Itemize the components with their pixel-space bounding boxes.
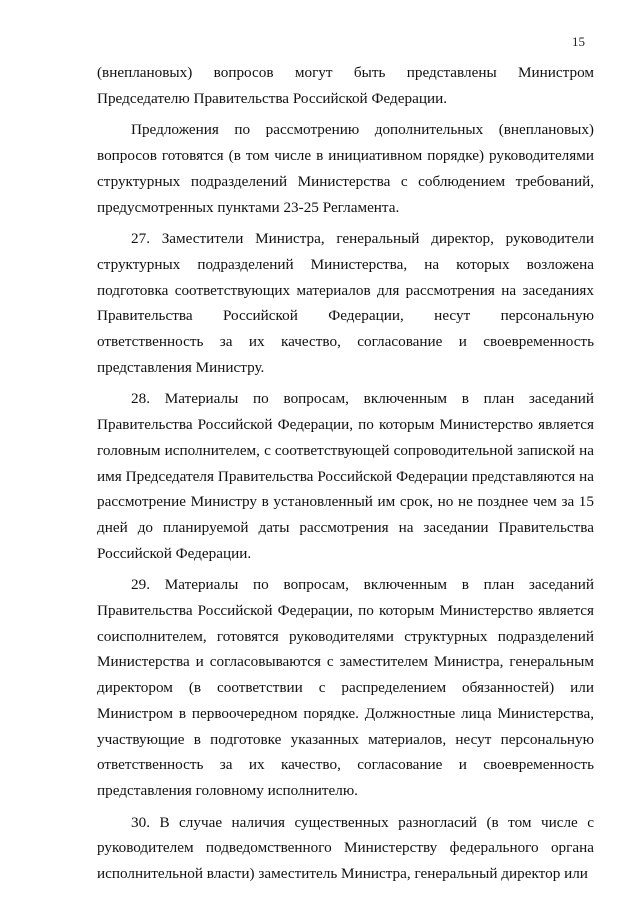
paragraph-item-29: 29. Материалы по вопросам, включенным в план заседаний Правительства Российской Федерации, по которым Министерство является соисполнителем, готовятся руководителями структурных подразделений Министерства и согласовываются с заместителем Министра, генеральным директором (в соответствии с распределением обязанностей) или Министром в первоочередном порядке. Должностные лица Министерства, участвующие в подготовке указанных материалов, несут персональную ответственность за их качество, согласование и своевременность представления головному исполнителю. <box>97 576 594 799</box>
paragraph-continuation: (внеплановых) вопросов могут быть представлены Министром Председателю Правительства Российской Федерации. <box>97 64 594 107</box>
paragraph-item-30: 30. В случае наличия существенных разногласий (в том числе с руководителем подведомственного Министерству федерального органа исполнительной власти) заместитель Министра, генеральный директор или <box>97 813 594 883</box>
page-number: 15 <box>572 34 585 49</box>
paragraph-item-28: 28. Материалы по вопросам, включенным в план заседаний Правительства Российской Федерации, по которым Министерство является головным исполнителем, с соответствующей сопроводительной запиской на имя Председателя Правительства Российской Федерации представляются на рассмотрение Министру в установленный им срок, но не позднее чем за 15 дней до планируемой даты рассмотрения на заседании Правительства Российской Федерации. <box>97 390 594 562</box>
document-body <box>97 60 594 893</box>
paragraph-item-27: 27. Заместители Министра, генеральный директор, руководители структурных подразделений Министерства, на которых возложена подготовка соответствующих материалов для рассмотрения на заседаниях Правительства Российской Федерации, несут персональную ответственность за их качество, согласование и своевременность представления Министру. <box>97 230 594 376</box>
paragraph-proposals: Предложения по рассмотрению дополнительных (внеплановых) вопросов готовятся (в том числе в инициативном порядке) руководителями структурных подразделений Министерства с соблюдением требований, предусмотренных пунктами 23-25 Регламента. <box>97 121 594 216</box>
